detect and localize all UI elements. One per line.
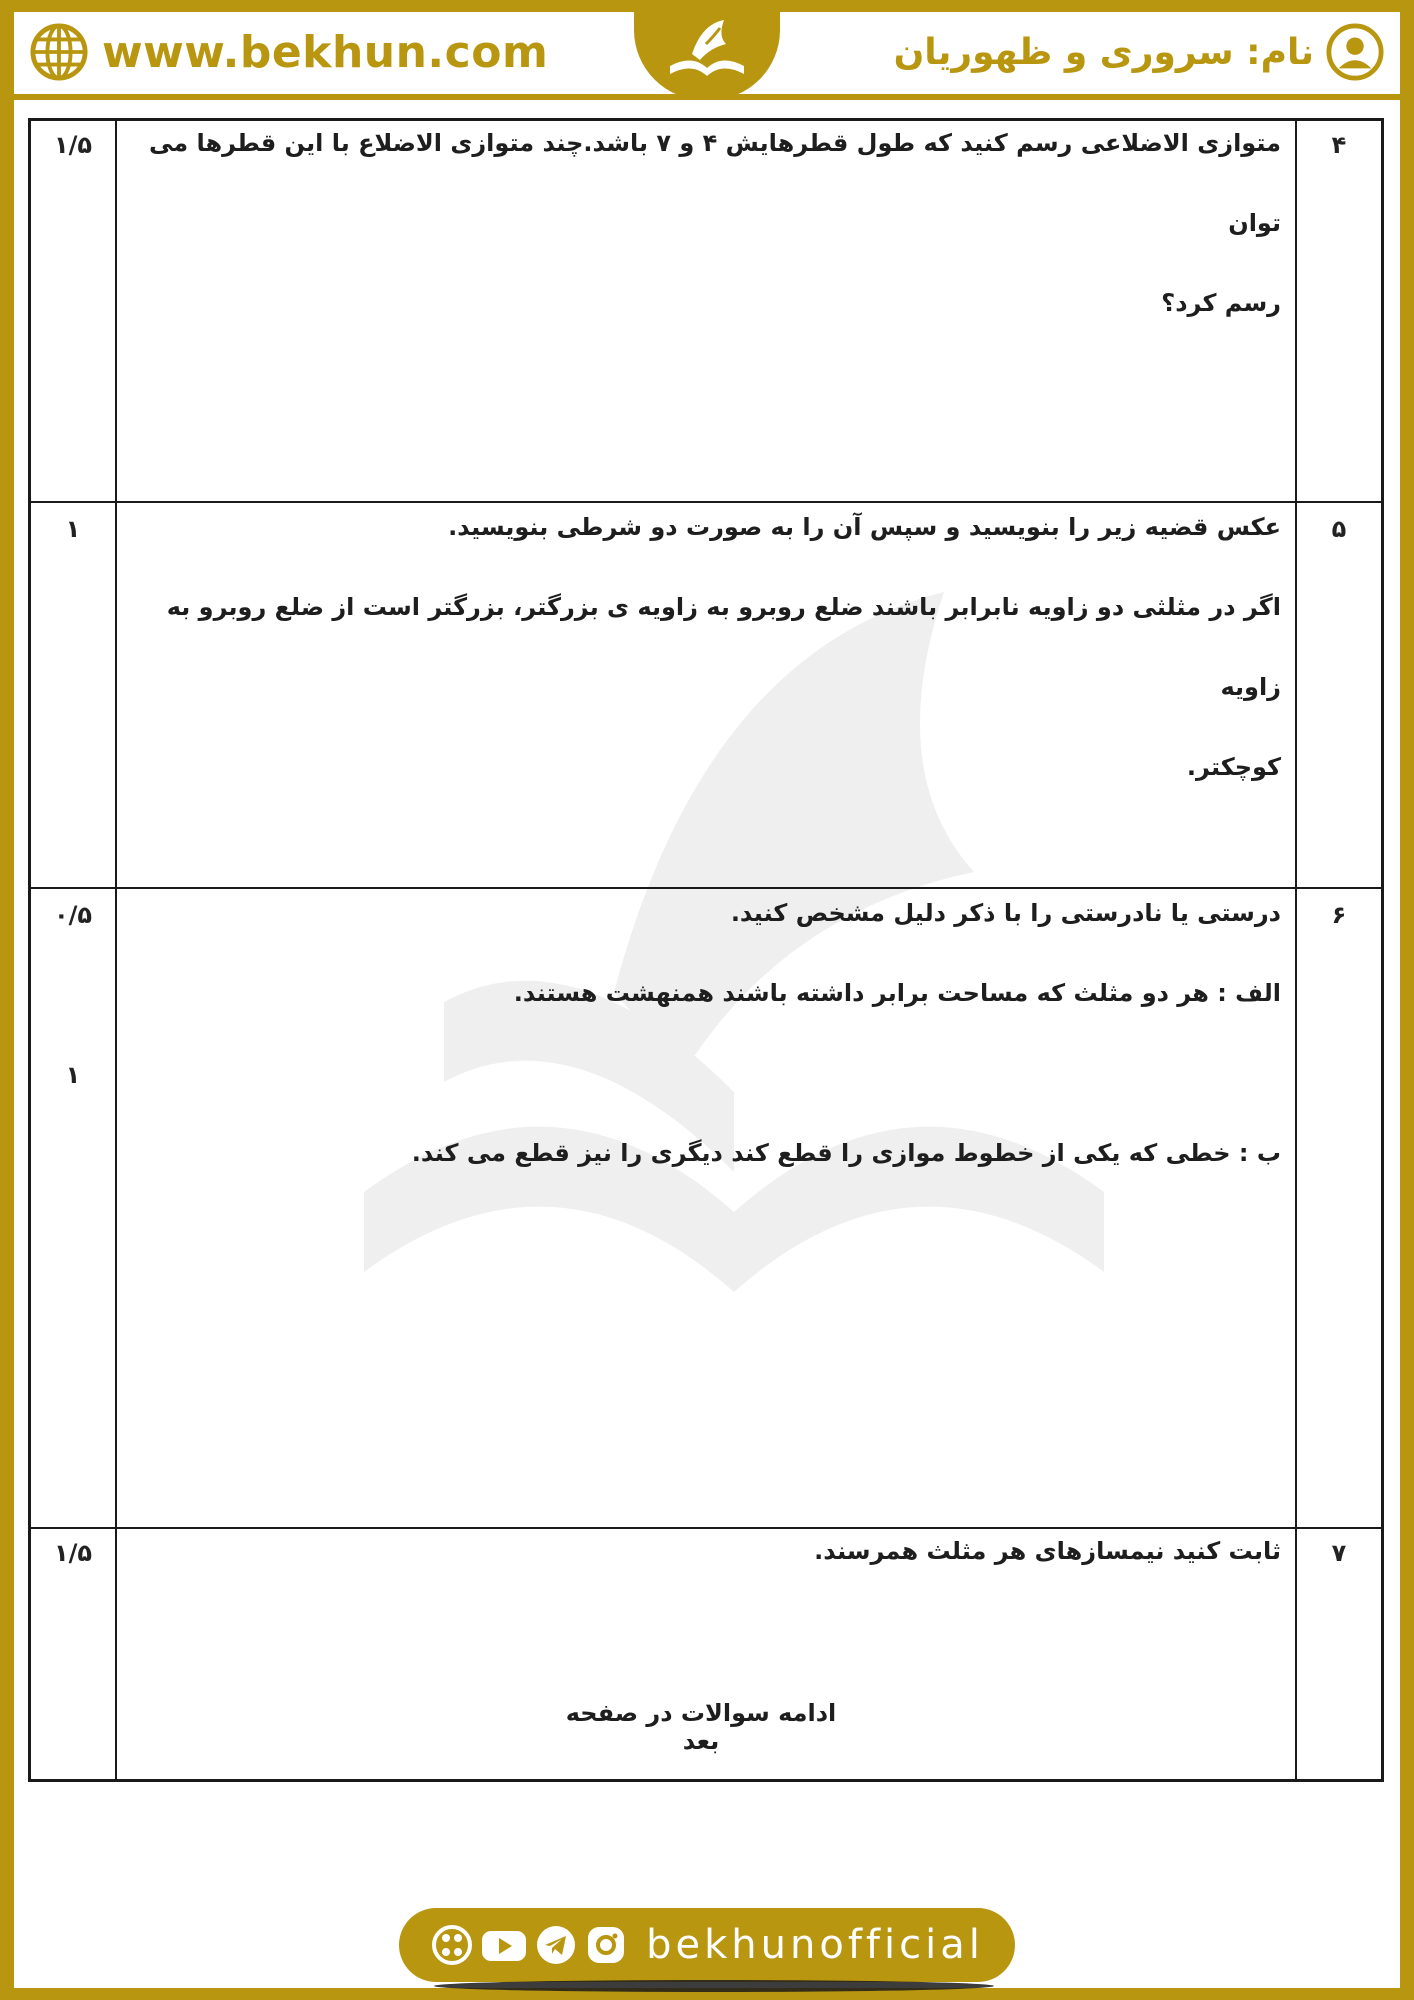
question-score-part-b: ۱ bbox=[65, 1061, 81, 1089]
question-line: کوچکتر. bbox=[1186, 753, 1281, 781]
site-url: www.bekhun.com bbox=[102, 26, 549, 78]
question-number: ۷ bbox=[1331, 1539, 1347, 1567]
book-logo-icon bbox=[662, 14, 752, 86]
social-footer[interactable] bbox=[399, 1908, 1015, 1982]
social-handle[interactable]: bekhunofficial bbox=[646, 1922, 984, 1968]
telegram-icon[interactable] bbox=[534, 1923, 578, 1967]
question-row-7 bbox=[31, 1529, 1381, 1779]
question-number: ۴ bbox=[1331, 131, 1347, 159]
questions-table bbox=[28, 118, 1384, 1782]
question-number: ۵ bbox=[1331, 515, 1347, 543]
name-label: نام: سروری و ظهوریان bbox=[893, 31, 1314, 73]
question-text bbox=[121, 487, 1281, 807]
page-header bbox=[14, 12, 1400, 100]
question-score: ۱/۵ bbox=[53, 131, 93, 159]
youtube-icon[interactable] bbox=[480, 1923, 528, 1967]
question-line: اگر در مثلثی دو زاویه نابرابر باشند ضلع روبرو به زاویه ی بزرگتر، بزرگتر است از ضلع روبرو به زاویه bbox=[166, 593, 1281, 701]
question-text bbox=[131, 103, 1281, 343]
question-score-part-a: ۰/۵ bbox=[53, 901, 93, 929]
question-row-4 bbox=[31, 121, 1381, 503]
aparat-icon[interactable] bbox=[430, 1923, 474, 1967]
question-score: ۱/۵ bbox=[53, 1539, 93, 1567]
question-line: رسم کرد؟ bbox=[1161, 289, 1281, 317]
question-intro: درستی یا نادرستی را با ذکر دلیل مشخص کنید. bbox=[730, 899, 1281, 927]
user-icon bbox=[1326, 23, 1384, 81]
footer-shadow bbox=[434, 1980, 994, 1992]
globe-icon bbox=[30, 23, 88, 81]
question-row-6 bbox=[31, 889, 1381, 1529]
question-line: عکس قضیه زیر را بنویسید و سپس آن را به صورت دو شرطی بنویسید. bbox=[448, 513, 1281, 541]
question-part-b: ب : خطی که یکی از خطوط موازی را قطع کند دیگری را نیز قطع می کند. bbox=[411, 1139, 1281, 1167]
question-line: ثابت کنید نیمسازهای هر مثلث همرسند. bbox=[814, 1537, 1281, 1565]
question-score: ۱ bbox=[65, 515, 81, 543]
question-number: ۶ bbox=[1331, 901, 1347, 929]
question-row-5 bbox=[31, 503, 1381, 889]
instagram-icon[interactable] bbox=[584, 1923, 628, 1967]
social-icons bbox=[430, 1923, 628, 1967]
student-name-field bbox=[894, 20, 1384, 84]
question-line: متوازی الاضلاعی رسم کنید که طول قطرهایش ۴ و ۷ باشد.چند متوازی الاضلاع با این قطرها می توان bbox=[149, 129, 1281, 237]
question-text bbox=[131, 873, 1281, 1033]
question-part-a: الف : هر دو مثلث که مساحت برابر داشته باشند همنهشت هستند. bbox=[513, 979, 1281, 1007]
site-link[interactable] bbox=[30, 20, 548, 84]
question-text bbox=[131, 1511, 1281, 1591]
continue-note: ادامه سوالات در صفحه بعد bbox=[565, 1699, 837, 1755]
brand-logo bbox=[634, 0, 780, 100]
exam-page bbox=[14, 12, 1400, 1988]
question-text-part-b bbox=[131, 1113, 1281, 1193]
